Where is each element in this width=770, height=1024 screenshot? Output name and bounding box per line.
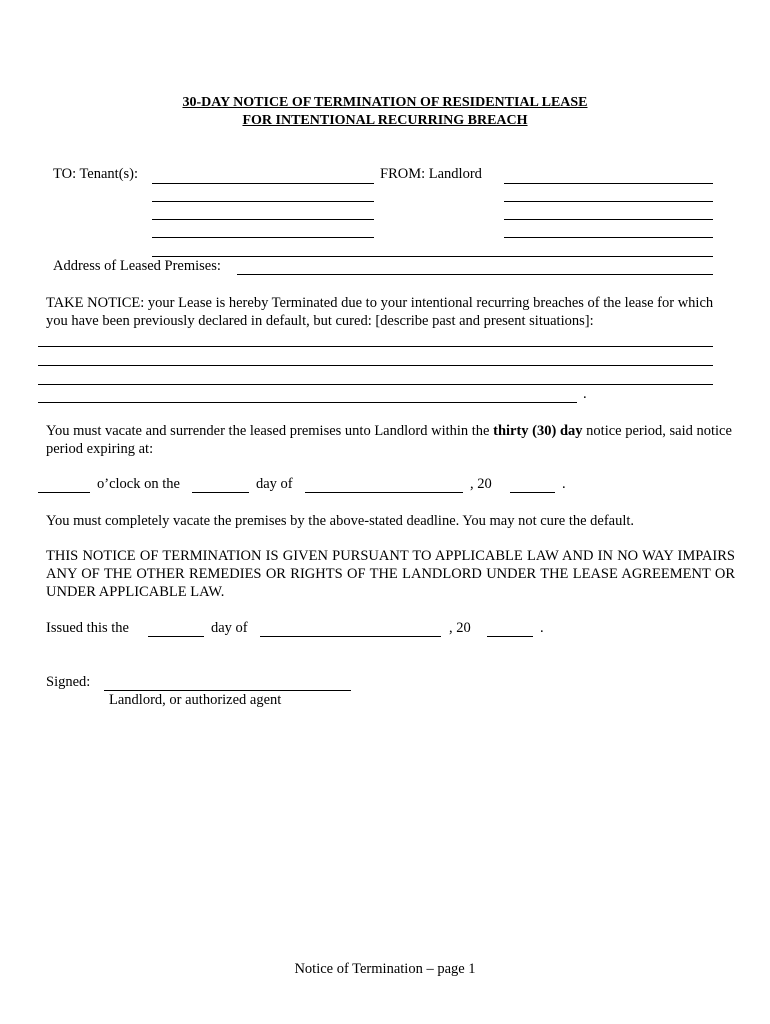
issued-year-blank[interactable] [487, 636, 533, 637]
vacate-text-start: You must vacate and surrender the leased premises unto Landlord within the [46, 423, 494, 439]
deadline-day-blank[interactable] [192, 492, 249, 493]
signature-caption: Landlord, or authorized agent [109, 692, 282, 708]
oclock-label: o’clock on the [97, 476, 180, 492]
deadline-end-period: . [562, 476, 566, 492]
description-end-period: . [583, 386, 587, 402]
description-line-1[interactable] [38, 346, 713, 347]
landlord-name-line-4[interactable] [504, 237, 713, 238]
signature-line[interactable] [104, 690, 351, 691]
issued-month-blank[interactable] [260, 636, 441, 637]
landlord-name-line-2[interactable] [504, 201, 713, 202]
vacate-period-bold: thirty (30) day [493, 423, 583, 439]
document-title-line-1: 30-DAY NOTICE OF TERMINATION OF RESIDENTIAL LEASE [182, 95, 588, 110]
address-label: Address of Leased Premises: [53, 258, 221, 274]
deadline-hour-blank[interactable] [38, 492, 90, 493]
address-line-2[interactable] [237, 274, 713, 275]
address-line-1[interactable] [152, 256, 713, 257]
deadline-day-of-label: day of [256, 476, 293, 492]
description-line-3[interactable] [38, 384, 713, 385]
vacate-text-end: notice period, said notice period expiring at: [46, 423, 732, 457]
issued-year-prefix: , 20 [449, 620, 471, 636]
tenant-name-line-4[interactable] [152, 237, 374, 238]
issued-day-blank[interactable] [148, 636, 204, 637]
description-line-4[interactable] [38, 402, 577, 403]
take-notice-paragraph: TAKE NOTICE: your Lease is hereby Terminated due to your intentional recurring breaches of the lease for which you have been previously declared in default, but cured: [describe past and present situations]: [46, 295, 714, 329]
page-footer: Notice of Termination – page 1 [294, 961, 476, 977]
issued-end-period: . [540, 620, 544, 636]
deadline-year-blank[interactable] [510, 492, 555, 493]
deadline-month-blank[interactable] [305, 492, 463, 493]
vacate-paragraph [46, 422, 736, 458]
description-line-2[interactable] [38, 365, 713, 366]
no-cure-statement: You must completely vacate the premises by the above-stated deadline. You may not cure the default. [46, 513, 635, 529]
landlord-name-line-1[interactable] [504, 183, 713, 184]
tenant-name-line-3[interactable] [152, 219, 374, 220]
pursuant-paragraph: THIS NOTICE OF TERMINATION IS GIVEN PURSUANT TO APPLICABLE LAW AND IN NO WAY IMPAIRS ANY OF THE OTHER REMEDIES OR RIGHTS OF THE LANDLORD UNDER THE LEASE AGREEMENT OR UNDER APPLICABLE LAW. [46, 548, 735, 600]
landlord-label: FROM: Landlord [380, 166, 482, 182]
document-title-line-2: FOR INTENTIONAL RECURRING BREACH [242, 113, 528, 128]
tenant-name-line-2[interactable] [152, 201, 374, 202]
issued-day-of-label: day of [211, 620, 248, 636]
issued-label: Issued this the [46, 620, 129, 636]
tenant-name-line-1[interactable] [152, 183, 374, 184]
signed-label: Signed: [46, 674, 91, 690]
tenant-label: TO: Tenant(s): [53, 166, 139, 182]
deadline-year-prefix: , 20 [470, 476, 492, 492]
landlord-name-line-3[interactable] [504, 219, 713, 220]
